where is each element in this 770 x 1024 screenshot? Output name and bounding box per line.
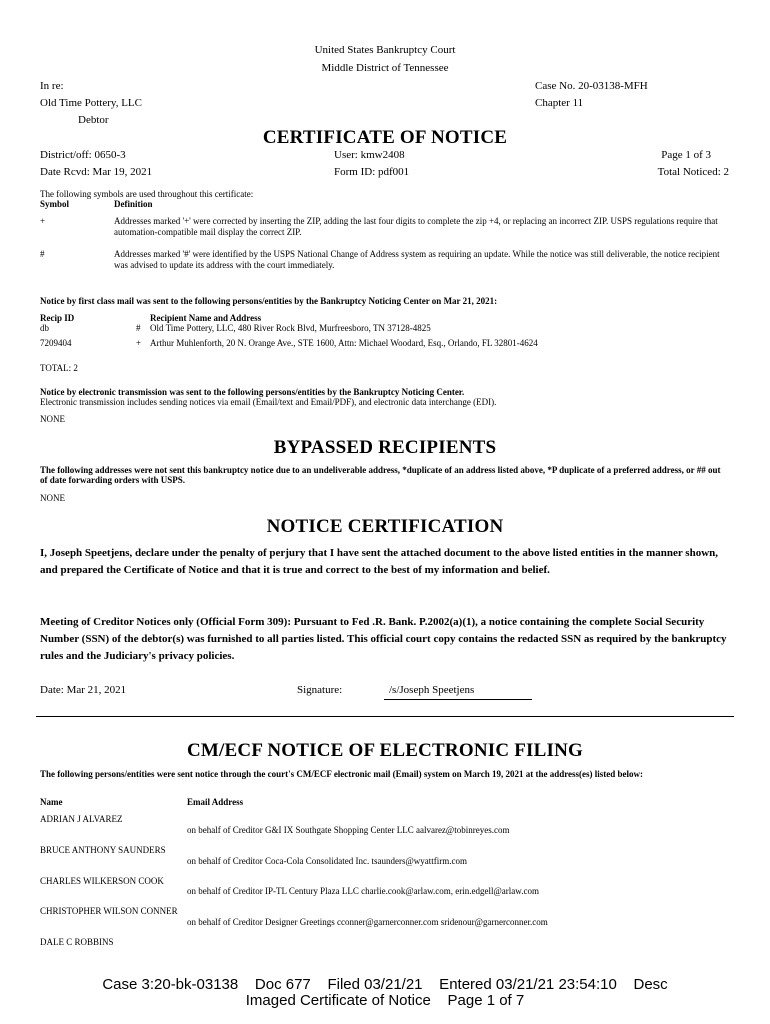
filing-stamp-line2: Imaged Certificate of Notice Page 1 of 7 bbox=[245, 992, 525, 1009]
filing-stamp-line1: Case 3:20-bk-03138 Doc 677 Filed 03/21/21 Entered 03/21/21 23:54:10 Desc bbox=[102, 976, 668, 993]
signature-line bbox=[384, 699, 532, 700]
recipient-mark: # bbox=[136, 323, 141, 333]
bypassed-none: NONE bbox=[40, 493, 65, 503]
symbol-plus: + bbox=[40, 216, 46, 226]
certification-declaration: I, Joseph Speetjens, declare under the penalty of perjury that I have sent the attached document to the above listed entities in the manner shown, and prepared the Certificate of Notice and that it is true and correct to the best of my information and belief. bbox=[40, 547, 719, 576]
cmecf-title: CM/ECF NOTICE OF ELECTRONIC FILING bbox=[187, 740, 583, 761]
cmecf-name: BRUCE ANTHONY SAUNDERS bbox=[40, 845, 166, 855]
total-noticed: Total Noticed: 2 bbox=[657, 166, 729, 178]
district-office: District/off: 0650-3 bbox=[40, 149, 126, 161]
in-re-label: In re: bbox=[40, 80, 64, 92]
electronic-heading: Notice by electronic transmission was sent to the following persons/entities by the Bankruptcy Noticing Center. bbox=[40, 387, 465, 397]
cmecf-col-name: Name bbox=[40, 797, 63, 807]
bypassed-text: The following addresses were not sent this bankruptcy notice due to an undeliverable address, *duplicate of an address listed above, *P duplicate of a preferred address, or ## out of date forwarding orders with USPS. bbox=[40, 465, 721, 485]
certification-title: NOTICE CERTIFICATION bbox=[266, 516, 504, 537]
court-name: United States Bankruptcy Court bbox=[314, 44, 456, 56]
symbol-plus-definition: Addresses marked '+' were corrected by inserting the ZIP, adding the last four digits to complete the zip +4, or replacing an incorrect ZIP. USPS regulations require that automation-compatible mail display the correct ZIP. bbox=[114, 216, 718, 237]
cmecf-name: ADRIAN J ALVAREZ bbox=[40, 814, 123, 824]
signature-value: /s/Joseph Speetjens bbox=[389, 684, 475, 696]
certification-date: Date: Mar 21, 2021 bbox=[40, 684, 127, 696]
symbols-col-symbol: Symbol bbox=[40, 199, 70, 209]
cmecf-email-detail: on behalf of Creditor IP-TL Century Plaza LLC charlie.cook@arlaw.com, erin.edgell@arlaw.com bbox=[187, 886, 539, 896]
cmecf-name: DALE C ROBBINS bbox=[40, 937, 114, 947]
cmecf-email-detail: on behalf of Creditor Designer Greetings cconner@garnerconner.com sridenour@garnerconner.com bbox=[187, 917, 548, 927]
recipient-id: db bbox=[40, 323, 49, 333]
debtor-name: Old Time Pottery, LLC bbox=[40, 97, 142, 109]
debtor-label: Debtor bbox=[78, 114, 109, 126]
cmecf-intro: The following persons/entities were sent notice through the court's CM/ECF electronic mail (Email) system on March 19, 2021 at the address(es) listed below: bbox=[40, 769, 644, 779]
first-class-total: TOTAL: 2 bbox=[40, 363, 78, 373]
electronic-subtext: Electronic transmission includes sending notices via email (Email/text and Email/PDF), and electronic data interchange (EDI). bbox=[40, 397, 497, 407]
case-number: Case No. 20-03138-MFH bbox=[535, 80, 648, 92]
recipient-mark: + bbox=[136, 338, 142, 348]
symbol-hash: # bbox=[40, 249, 45, 259]
section-divider bbox=[36, 716, 734, 717]
cmecf-name: CHRISTOPHER WILSON CONNER bbox=[40, 906, 178, 916]
first-class-heading: Notice by first class mail was sent to the following persons/entities by the Bankruptcy Noticing Center on Mar 21, 2021: bbox=[40, 296, 498, 306]
date-received: Date Rcvd: Mar 19, 2021 bbox=[40, 166, 153, 178]
recipient-id: 7209404 bbox=[40, 338, 72, 348]
user-id: User: kmw2408 bbox=[334, 149, 405, 161]
cmecf-col-email: Email Address bbox=[187, 797, 244, 807]
recipient-address: Old Time Pottery, LLC, 480 River Rock Blvd, Murfreesboro, TN 37128-4825 bbox=[150, 323, 431, 333]
signature-label: Signature: bbox=[297, 684, 343, 696]
electronic-none: NONE bbox=[40, 414, 65, 424]
cmecf-email-detail: on behalf of Creditor G&I IX Southgate Shopping Center LLC aalvarez@tobinreyes.com bbox=[187, 825, 510, 835]
court-district: Middle District of Tennessee bbox=[321, 62, 449, 74]
symbols-intro: The following symbols are used throughout this certificate: bbox=[40, 189, 254, 199]
page-count: Page 1 of 3 bbox=[661, 149, 711, 161]
page-title: CERTIFICATE OF NOTICE bbox=[262, 127, 508, 148]
symbol-hash-definition: Addresses marked '#' were identified by the USPS National Change of Address system as requiring an update. While the notice was still deliverable, the notice recipient was advised to update its address with the court immediately. bbox=[114, 249, 720, 270]
cmecf-name: CHARLES WILKERSON COOK bbox=[40, 876, 164, 886]
certification-ssn-notice: Meeting of Creditor Notices only (Official Form 309): Pursuant to Fed .R. Bank. P.2002(a)(1), a notice containing the complete Social Security Number (SSN) of the debtor(s) was furnished to all parties listed. This official court copy contains the redacted SSN as required by the bankruptcy rules and the Judiciary's privacy policies. bbox=[40, 616, 727, 662]
recipient-address: Arthur Muhlenforth, 20 N. Orange Ave., STE 1600, Attn: Michael Woodard, Esq., Orlando, FL 32801-4624 bbox=[150, 338, 538, 348]
symbols-col-definition: Definition bbox=[114, 199, 153, 209]
first-class-col-name: Recipient Name and Address bbox=[150, 313, 262, 323]
cmecf-email-detail: on behalf of Creditor Coca-Cola Consolidated Inc. tsaunders@wyattfirm.com bbox=[187, 856, 467, 866]
form-id: Form ID: pdf001 bbox=[334, 166, 410, 178]
bypassed-title: BYPASSED RECIPIENTS bbox=[273, 437, 497, 458]
first-class-col-id: Recip ID bbox=[40, 313, 75, 323]
chapter: Chapter 11 bbox=[535, 97, 584, 109]
